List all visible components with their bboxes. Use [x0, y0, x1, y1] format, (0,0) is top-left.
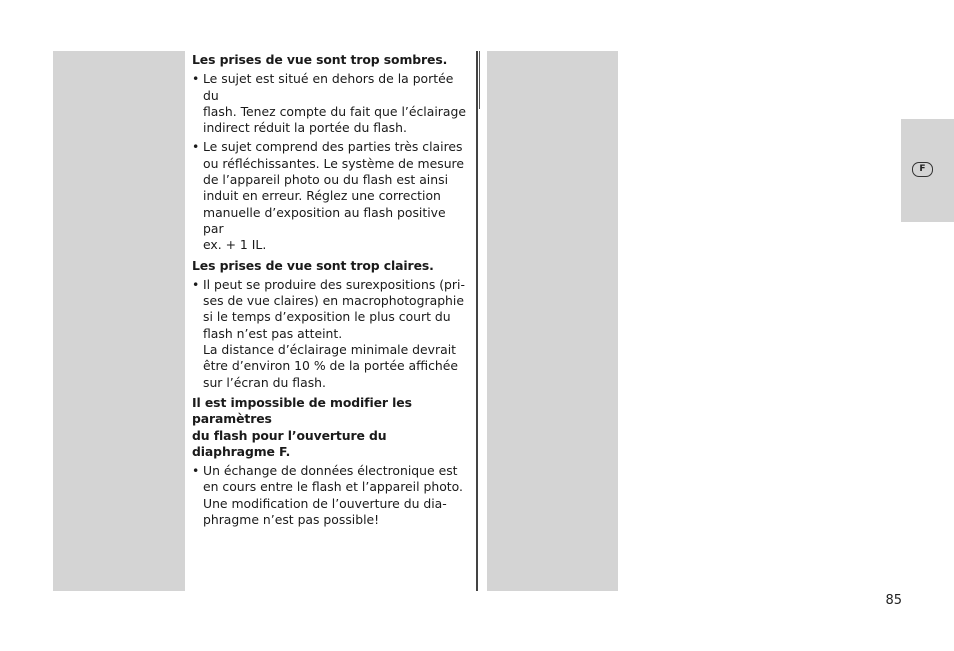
heading-line: du flash pour l’ouverture du diaphragme F.	[192, 427, 387, 459]
section-heading	[192, 395, 468, 460]
right-margin-panel	[487, 51, 618, 591]
bullet-line: si le temps d’exposition le plus court du	[203, 309, 451, 325]
bullet-line: Une modification de l’ouverture du dia-	[203, 495, 447, 511]
section-heading	[192, 52, 468, 68]
bullet-line: flash n’est pas atteint.	[203, 325, 343, 341]
bullet-line: être d’environ 10 % de la portée affichée	[203, 358, 458, 374]
heading-line: Les prises de vue sont trop sombres.	[192, 52, 448, 67]
heading-line: Il est impossible de modifier les paramètres	[192, 394, 412, 427]
bullet-item	[192, 139, 468, 253]
bullet-line: ses de vue claires) en macrophotographie	[203, 293, 464, 309]
section-heading	[192, 258, 468, 274]
left-margin-panel	[53, 51, 185, 591]
bullet-line: en cours entre le flash et l’appareil photo.	[203, 479, 463, 495]
bullet-line: • Un échange de données électronique est	[203, 463, 458, 479]
section	[192, 52, 468, 254]
heading-line: Les prises de vue sont trop claires.	[192, 257, 434, 273]
bullet-line: induit en erreur. Réglez une correction	[203, 188, 441, 204]
section	[192, 258, 468, 391]
bullet-item	[192, 71, 468, 136]
column-divider	[476, 51, 478, 591]
bullet-line: • Il peut se produire des surexpositions (pri-	[203, 276, 465, 292]
bullet-line: ex. + 1 IL.	[203, 237, 267, 253]
troubleshooting-text	[192, 52, 468, 532]
language-badge: F	[912, 162, 933, 177]
bullet-item	[192, 277, 468, 391]
bullet-line: flash. Tenez compte du fait que l’éclairage	[203, 103, 466, 119]
column-divider-accent	[479, 51, 480, 109]
bullet-line: • Le sujet est situé en dehors de la portée du	[203, 71, 454, 103]
bullet-line: La distance d’éclairage minimale devrait	[203, 342, 456, 358]
bullet-line: ou réfléchissantes. Le système de mesure	[203, 155, 465, 171]
bullet-line: sur l’écran du flash.	[203, 374, 326, 390]
bullet-line: de l’appareil photo ou du flash est ainsi	[203, 172, 449, 188]
bullet-line: • Le sujet comprend des parties très claires	[203, 139, 463, 155]
bullet-item	[192, 463, 468, 528]
bullet-line: manuelle d’exposition au flash positive par	[203, 204, 446, 236]
page-number: 85	[885, 593, 902, 608]
bullet-line: phragme n’est pas possible!	[203, 512, 380, 528]
section	[192, 395, 468, 528]
bullet-line: indirect réduit la portée du flash.	[203, 120, 407, 136]
